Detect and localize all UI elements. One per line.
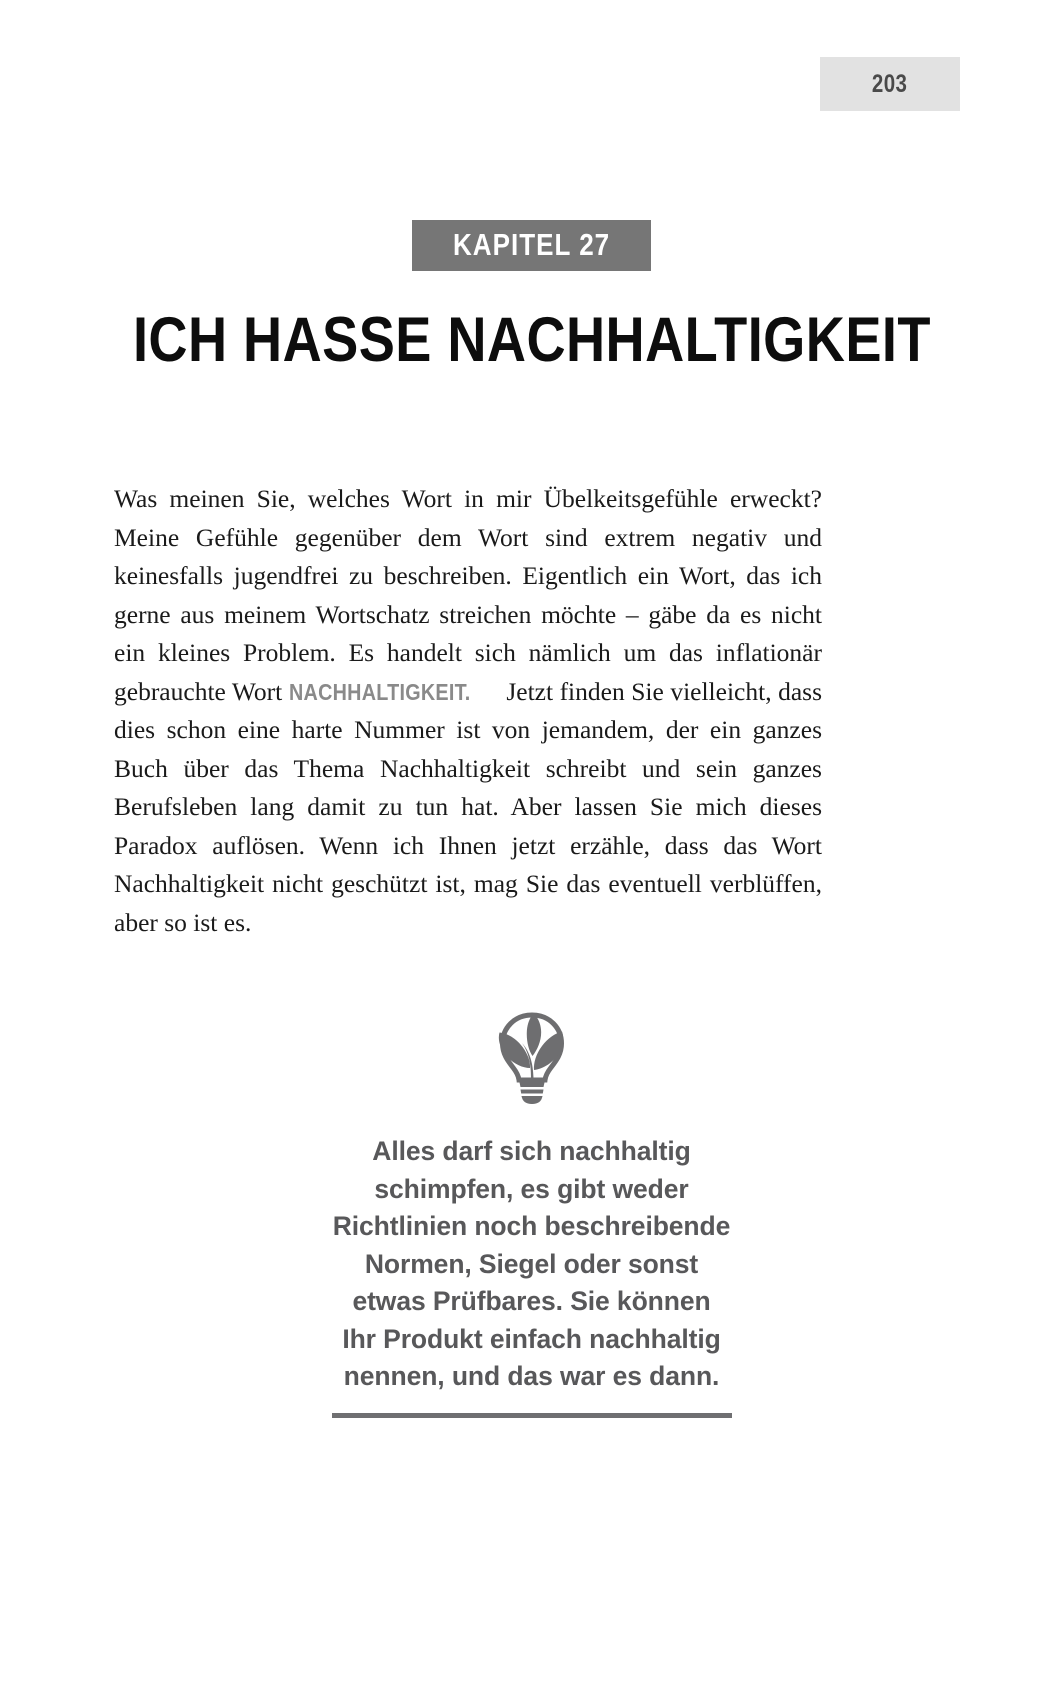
chapter-title-text: ICH HASSE NACHHALTIGKEIT	[132, 305, 931, 375]
body-paragraph	[114, 480, 822, 942]
chapter-badge-container	[0, 220, 1063, 271]
pull-quote-line: Ihr Produkt einfach nachhaltig	[342, 1323, 721, 1354]
pull-quote-icon-container	[0, 1012, 1063, 1104]
lightbulb-with-leaves-icon	[487, 1012, 577, 1104]
body-keyword-nachhaltigkeit: NACHHALTIGKEIT.	[288, 678, 471, 705]
body-text-part-two: Jetzt finden Sie vielleicht, dass dies schon eine harte Nummer ist von jemandem, der ein ganzes Buch über das Thema Nachhaltigkeit schreibt und sein ganzes Berufsleben lang damit zu tun hat. Aber lassen Sie mich dieses Paradox auflösen. Wenn ich Ihnen jetzt erzähle, dass das Wort Nachhaltigkeit nicht geschützt ist, mag Sie das eventuell verblüffen, aber so ist es.	[114, 676, 822, 937]
pull-quote-line: etwas Prüfbares. Sie können	[352, 1286, 711, 1316]
chapter-title	[0, 305, 1063, 376]
body-text-part-one: Was meinen Sie, welches Wort in mir Übelkeitsgefühle erweckt? Meine Gefühle gegenüber dem Wort sind extrem negativ und keinesfalls jugendfrei zu beschreiben. Eigentlich ein Wort, das ich gerne aus meinem Wortschatz streichen möchte – gäbe da es nicht ein kleines Problem. Es handelt sich nämlich um das inflationär gebrauchte Wort	[114, 484, 822, 706]
page-number-badge	[820, 57, 960, 111]
pull-quote-line: nennen, und das war es dann.	[343, 1361, 720, 1391]
pull-quote-line: schimpfen, es gibt weder	[374, 1173, 689, 1204]
page-number: 203	[872, 69, 908, 98]
pull-quote-line: Normen, Siegel oder sonst	[364, 1248, 699, 1279]
pull-quote	[0, 1133, 1063, 1396]
chapter-badge-label: KAPITEL 27	[452, 227, 611, 262]
pull-quote-line: Alles darf sich nachhaltig	[372, 1136, 691, 1166]
pull-quote-divider	[332, 1413, 732, 1418]
chapter-badge	[412, 220, 651, 271]
pull-quote-line: Richtlinien noch beschreibende	[332, 1211, 731, 1241]
